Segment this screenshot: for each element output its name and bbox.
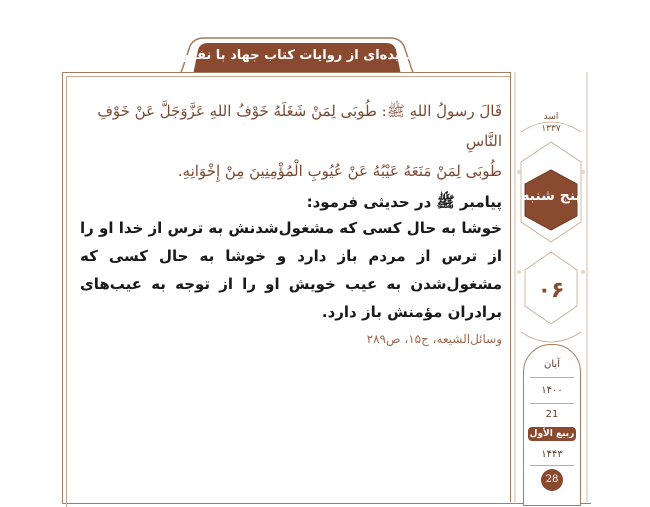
source-citation: وسائل‌الشیعه، ج۱۵، ص۲۸۹	[366, 332, 502, 346]
solar-month: آبان	[544, 359, 560, 370]
top-label-line2: ۱۳۳۷	[541, 124, 561, 134]
calendar-divider	[530, 403, 574, 404]
calendar-divider	[530, 465, 574, 466]
hadith-content	[80, 96, 502, 346]
top-label-line1: اسد	[543, 112, 559, 122]
day-number: ۰۶	[537, 278, 565, 303]
date-sidebar	[510, 72, 591, 502]
calendar-divider	[530, 377, 574, 378]
weekday-label: پنج شنبه	[521, 188, 581, 204]
arabic-hadith-line1: قَالَ رسولُ اللهِ ﷺ: طُوبَى لِمَنْ شَغَلَهُ خَوْفُ اللهِ عَزَّوَجَلَّ عَنْ خَوْفِ النَّاسِ	[97, 102, 502, 150]
page-number: 28	[541, 469, 563, 491]
persian-translation: خوشا به حال کسی که مشغول‌شدنش به ترس از خدا او را از ترس از مردم باز دارد و خوشا به حال کسی که مشغول‌شدن به عیب خویش او را از توجه به عیب‌های برادران مؤمنش باز دارد.	[80, 219, 502, 321]
arabic-hadith-line2: طُوبَى لِمَنْ مَنَعَهُ عَيْبُهُ عَنْ عُيُوبِ الْمُؤْمِنِينَ مِنْ إِخْوَانِهِ.	[177, 162, 502, 180]
hijri-month: ربیع الأول	[529, 429, 575, 439]
calendar-box	[523, 344, 581, 506]
weekday-badge	[519, 168, 583, 232]
translation-intro: پیامبر ﷺ در حدیثی فرمود:	[306, 193, 502, 211]
solar-year: ۱۴۰۰	[541, 385, 563, 396]
header-title: گزیده‌ای از روایات کتاب جهاد با نفس	[178, 48, 416, 63]
hijri-year: ۱۴۴۳	[541, 449, 563, 460]
gregorian-day: 21	[545, 409, 559, 420]
